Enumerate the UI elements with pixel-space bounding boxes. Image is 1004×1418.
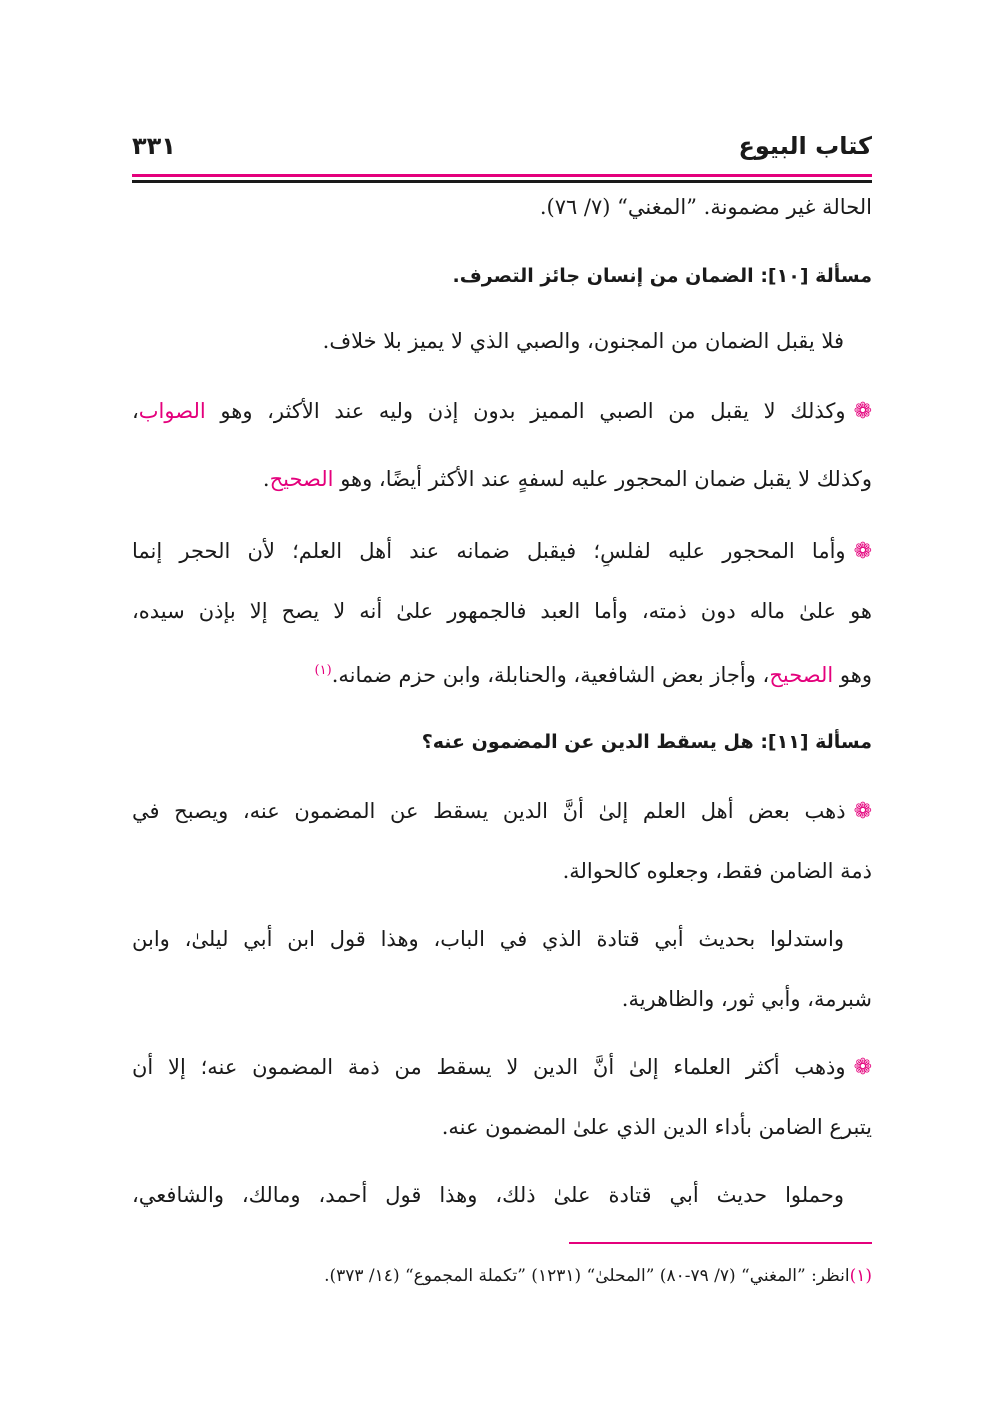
highlight-term: الصحيح: [269, 467, 334, 491]
highlight-term: الصواب: [138, 399, 206, 423]
flower-ornament-icon: ❁: [853, 539, 872, 564]
footnote-text: انظر: ”المغني“ (٧/ ٧٩-٨٠) ”المحلىٰ“ (١٢٣١) ”تكملة المجموع“ (١٤/ ٣٧٣).: [324, 1266, 850, 1286]
text-line: [132, 326, 844, 356]
text-line: [132, 1112, 872, 1142]
masala-10-heading: [132, 260, 872, 291]
masala-label: مسألة [١١]:: [760, 731, 872, 753]
line-text: واستدلوا بحديث أبي قتادة الذي في الباب، وهذا قول ابن أبي ليلىٰ، وابن: [132, 927, 844, 951]
line-text: فلا يقبل الضمان من المجنون، والصبي الذي لا يميز بلا خلاف.: [322, 329, 844, 353]
masala-title: الضمان من إنسان جائز التصرف.: [452, 265, 754, 287]
line-text: ، وأجاز بعض الشافعية، والحنابلة، وابن حزم ضمانه.: [331, 663, 770, 687]
chapter-title: كتاب البيوع: [738, 132, 872, 160]
footnote-separator: [569, 1242, 872, 1244]
text-line: [132, 856, 872, 886]
line-text: وحملوا حديث أبي قتادة علىٰ ذلك، وهذا قول أحمد، ومالك، والشافعي،: [132, 1183, 844, 1207]
text-line: [132, 796, 872, 827]
line-text: وذهب أكثر العلماء إلىٰ أنَّ الدين لا يسقط من ذمة المضمون عنه؛ إلا أن: [132, 1055, 846, 1079]
line-text: وهو: [839, 663, 872, 687]
masala-11-heading: [132, 726, 872, 757]
flower-ornament-icon: ❁: [853, 1055, 872, 1080]
line-text: وأما المحجور عليه لفلسٍ؛ فيقبل ضمانه عند أهل العلم؛ لأن الحجر إنما: [132, 539, 846, 563]
flower-ornament-icon: ❁: [853, 799, 872, 824]
page-number: ٣٣١: [132, 132, 176, 160]
page-header: [132, 132, 872, 172]
highlight-term: الصحيح: [769, 663, 834, 687]
footnote-ref[interactable]: (١): [314, 663, 332, 678]
text-line: [132, 596, 872, 626]
text-line: [132, 656, 872, 690]
text-line: [132, 192, 872, 222]
header-rule-accent: [132, 174, 872, 177]
text-line: [132, 1052, 872, 1083]
header-rule: [132, 180, 872, 183]
masala-label: مسألة [١٠]:: [760, 265, 872, 287]
line-text: وكذلك لا يقبل من الصبي المميز بدون إذن وليه عند الأكثر، وهو: [220, 399, 846, 423]
flower-ornament-icon: ❁: [853, 399, 872, 424]
line-text: يتبرع الضامن بأداء الدين الذي علىٰ المضمون عنه.: [441, 1115, 872, 1139]
text-line: [132, 924, 844, 954]
punct: ،: [132, 399, 139, 423]
line-text: هو علىٰ ماله دون ذمته، وأما العبد فالجمهور علىٰ أنه لا يصح إلا بإذن سيده،: [132, 599, 872, 623]
masala-title: هل يسقط الدين عن المضمون عنه؟: [421, 731, 754, 753]
footnote: [324, 1264, 872, 1288]
text-line: [132, 536, 872, 567]
text-line: [132, 464, 872, 494]
line-text: شبرمة، وأبي ثور، والظاهرية.: [621, 987, 872, 1011]
line-text: ذهب بعض أهل العلم إلىٰ أنَّ الدين يسقط عن المضمون عنه، ويصبح في: [132, 799, 846, 823]
text-line: [132, 1180, 844, 1210]
text-line: [132, 984, 872, 1014]
line-text: وكذلك لا يقبل ضمان المحجور عليه لسفهٍ عند الأكثر أيضًا، وهو: [340, 467, 872, 491]
punct: .: [262, 467, 270, 491]
text-line: [132, 396, 872, 427]
line-text: الحالة غير مضمونة. ”المغني“ (٧/ ٧٦).: [539, 195, 872, 219]
line-text: ذمة الضامن فقط، وجعلوه كالحوالة.: [562, 859, 872, 883]
footnote-marker: (١): [849, 1266, 872, 1286]
